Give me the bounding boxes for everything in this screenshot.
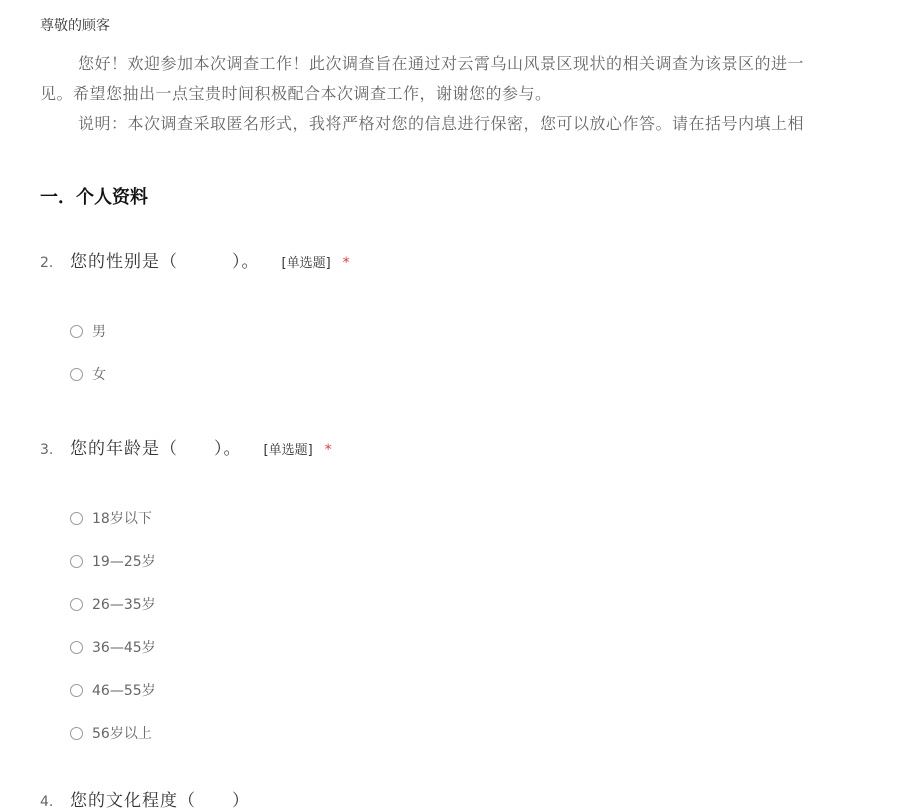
intro-line-2: 见。希望您抽出一点宝贵时间积极配合本次调查工作，谢谢您的参与。 [40, 84, 552, 103]
question-number: 3. [40, 442, 54, 458]
question-education [40, 786, 250, 811]
option-male[interactable] [70, 321, 106, 341]
option-age-46-55[interactable] [70, 680, 156, 700]
radio-circle-icon[interactable] [70, 641, 83, 654]
question-number: 2. [40, 255, 54, 271]
greeting-text: 尊敬的顾客 [40, 18, 110, 34]
option-label: 46—55岁 [92, 683, 156, 699]
question-type-badge: [单选题] [281, 256, 331, 271]
option-label: 56岁以上 [92, 726, 152, 742]
required-marker: * [324, 442, 332, 458]
question-text: 您的年龄是（ ）。 [70, 439, 242, 459]
radio-circle-icon[interactable] [70, 727, 83, 740]
radio-circle-icon[interactable] [70, 555, 83, 568]
option-age-over-56[interactable] [70, 723, 152, 743]
option-age-36-45[interactable] [70, 637, 156, 657]
intro-line-1: 您好！欢迎参加本次调查工作！此次调查旨在通过对云霄乌山风景区现状的相关调查为该景区的进一 [78, 54, 805, 73]
option-label: 26—35岁 [92, 597, 156, 613]
option-age-19-25[interactable] [70, 551, 156, 571]
radio-circle-icon[interactable] [70, 512, 83, 525]
option-age-26-35[interactable] [70, 594, 156, 614]
option-label: 19—25岁 [92, 554, 156, 570]
question-gender [40, 247, 350, 272]
option-label: 男 [92, 324, 106, 340]
radio-circle-icon[interactable] [70, 368, 83, 381]
radio-circle-icon[interactable] [70, 598, 83, 611]
option-female[interactable] [70, 364, 106, 384]
intro-line-3: 说明：本次调查采取匿名形式，我将严格对您的信息进行保密，您可以放心作答。请在括号内填上相 [78, 114, 805, 133]
option-label: 18岁以下 [92, 511, 152, 527]
option-age-under-18[interactable] [70, 508, 152, 528]
question-type-badge: [单选题] [263, 443, 313, 458]
section-title: 一．个人资料 [40, 187, 148, 208]
radio-circle-icon[interactable] [70, 684, 83, 697]
required-marker: * [342, 255, 350, 271]
option-label: 36—45岁 [92, 640, 156, 656]
question-text: 您的文化程度（ ） [70, 791, 250, 811]
radio-circle-icon[interactable] [70, 325, 83, 338]
question-number: 4. [40, 794, 54, 810]
question-text: 您的性别是（ ）。 [70, 252, 260, 272]
option-label: 女 [92, 367, 106, 383]
question-age [40, 434, 332, 459]
